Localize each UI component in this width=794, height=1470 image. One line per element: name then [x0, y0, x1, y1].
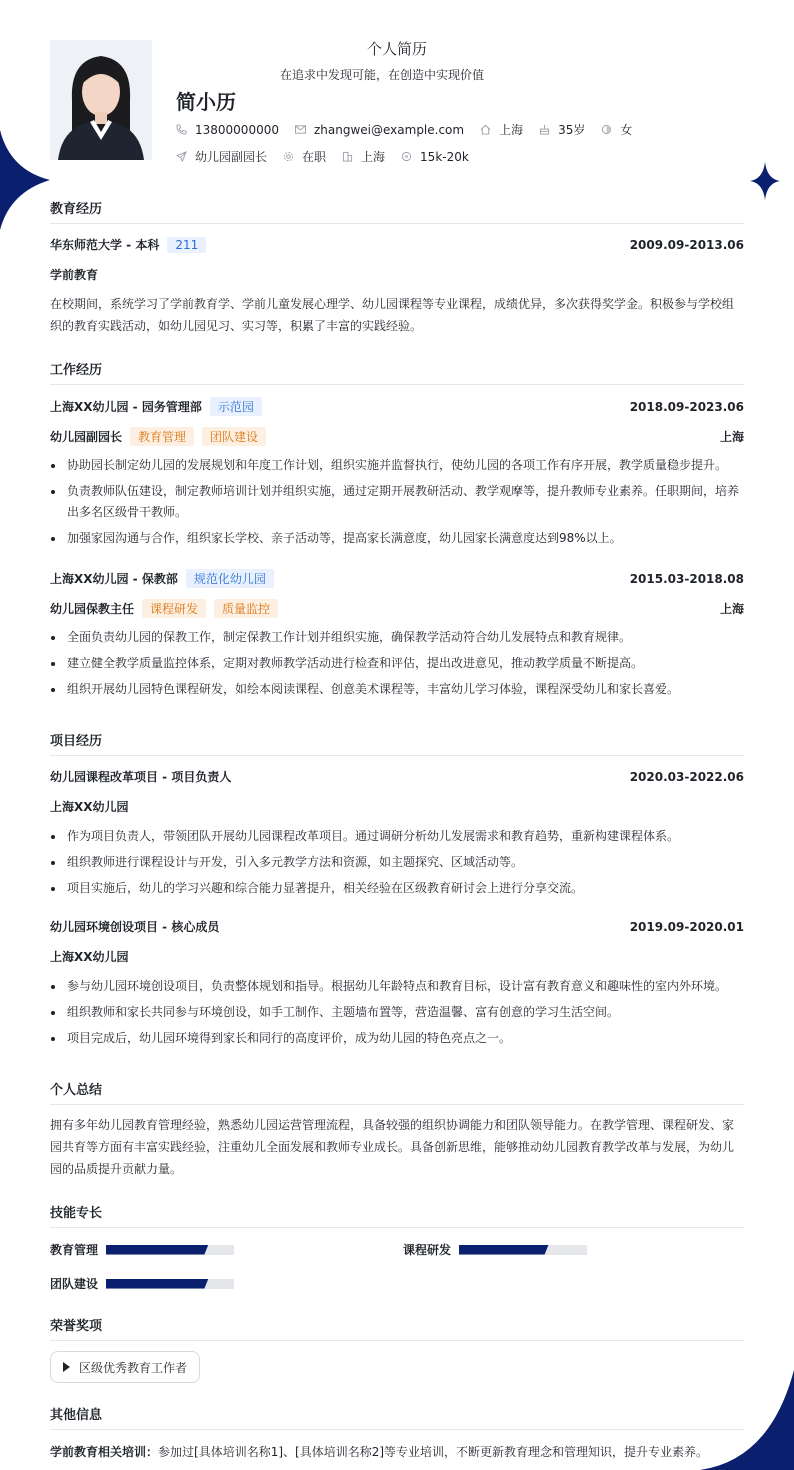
caret-right-icon: [63, 1362, 70, 1372]
phone-text: 13800000000: [195, 122, 279, 137]
location-text: 上海: [499, 123, 524, 137]
project-org-line-1: [50, 798, 744, 815]
role-tag: 质量监控: [214, 599, 278, 618]
list-item: 加强家园沟通与合作，组织家长学校、亲子活动等，提高家长满意度，幼儿园家长满意度达到98%以上。: [50, 528, 744, 549]
skill-level-fill: [106, 1279, 208, 1289]
award-text: 区级优秀教育工作者: [79, 1360, 188, 1375]
project-title: 幼儿园课程改革项目 - 项目负责人: [50, 770, 232, 784]
status-item: [283, 148, 326, 165]
skill-item: [50, 1241, 234, 1258]
section-title-work: 工作经历: [50, 359, 744, 385]
work-header-2: [50, 569, 744, 588]
project-org-line-2: [50, 948, 744, 965]
project-header-2: [50, 918, 744, 935]
building-icon: [342, 151, 353, 162]
email-item: [295, 123, 464, 137]
company-tag: 示范园: [210, 397, 262, 416]
list-item: 组织教师进行课程设计与开发，引入多元教学方法和资源，如主题探究、区域活动等。: [50, 852, 744, 873]
section-title-other: 其他信息: [50, 1404, 744, 1430]
role-line-2: [50, 599, 744, 618]
other-info-line: [50, 1443, 744, 1460]
skill-name: 教育管理: [50, 1243, 99, 1257]
project-period: 2020.03-2022.06: [629, 769, 744, 784]
list-item: 组织开展幼儿园特色课程研发，如绘本阅读课程、创意美术课程等，丰富幼儿学习体验，课程深受幼儿和家长喜爱。: [50, 679, 744, 700]
project-period: 2019.09-2020.01: [629, 919, 744, 934]
document-title: 个人简历: [366, 40, 427, 58]
major-line: [50, 266, 744, 283]
position-text: 幼儿园副园长: [195, 150, 268, 164]
work-city: 上海: [719, 602, 744, 616]
role-tag: 教育管理: [130, 427, 194, 446]
gender-text: 女: [620, 123, 633, 137]
list-item: 参与幼儿园环境创设项目，负责整体规划和指导。根据幼儿年龄特点和教育目标，设计富有教育意义和趣味性的室内外环境。: [50, 976, 744, 997]
section-title-education: 教育经历: [50, 198, 744, 224]
work-period: 2015.03-2018.08: [629, 571, 744, 586]
cake-icon: [539, 124, 550, 135]
work-bullets-1: [50, 455, 744, 554]
coin-icon: [401, 151, 412, 162]
skill-level-fill: [459, 1245, 549, 1255]
role-tag: 课程研发: [142, 599, 206, 618]
project-org: 上海XX幼儿园: [50, 950, 129, 964]
list-item: 负责教师队伍建设，制定教师培训计划并组织实施，通过定期开展教研活动、教学观摩等，提升教师专业素养。任职期间，培养出多名区级骨干教师。: [50, 481, 744, 523]
school-tag: 211: [167, 237, 206, 253]
project-header-1: [50, 768, 744, 785]
skill-name: 课程研发: [403, 1243, 452, 1257]
role-line-1: [50, 427, 744, 446]
mail-icon: [295, 124, 306, 135]
section-title-projects: 项目经历: [50, 730, 744, 756]
work-period: 2018.09-2023.06: [629, 399, 744, 414]
city-item: [342, 148, 385, 165]
status-text: 在职: [302, 150, 327, 164]
age-item: [539, 121, 585, 138]
email-text: zhangwei@example.com: [313, 122, 465, 137]
skill-bar: [459, 1245, 587, 1255]
work-bullets-2: [50, 627, 744, 705]
location-item: [480, 121, 523, 138]
send-icon: [176, 151, 187, 162]
age-text: 35岁: [558, 123, 586, 137]
contact-row: [176, 121, 648, 138]
list-item: 项目完成后，幼儿园环境得到家长和同行的高度评价，成为幼儿园的特色亮点之一。: [50, 1028, 744, 1049]
other-text: 参加过[具体培训名称1]、[具体培训名称2]等专业培训，不断更新教育理念和管理知识，提升专业素养。: [158, 1445, 709, 1459]
list-item: 组织教师和家长共同参与环境创设，如手工制作、主题墙布置等，营造温馨、富有创意的学习生活空间。: [50, 1002, 744, 1023]
motto: 在追求中发现可能，在创造中实现价值: [279, 68, 484, 82]
project-org: 上海XX幼儿园: [50, 800, 129, 814]
skill-bar: [106, 1245, 234, 1255]
school-name: 华东师范大学 - 本科: [50, 238, 160, 252]
skill-bar: [106, 1279, 234, 1289]
company-tag: 规范化幼儿园: [186, 569, 274, 588]
home-icon: [480, 124, 491, 135]
section-title-summary: 个人总结: [50, 1079, 744, 1105]
company-name: 上海XX幼儿园 - 保教部: [50, 572, 178, 586]
role-title: 幼儿园保教主任: [50, 602, 135, 616]
salary-item: [401, 150, 469, 164]
section-title-skills: 技能专长: [50, 1202, 744, 1228]
education-header: [50, 236, 744, 253]
list-item: 作为项目负责人，带领团队开展幼儿园课程改革项目。通过调研分析幼儿发展需求和教育趋势，重新构建课程体系。: [50, 826, 744, 847]
city-text: 上海: [361, 150, 386, 164]
skill-item: [403, 1241, 587, 1258]
work-city: 上海: [719, 430, 744, 444]
gear-icon: [283, 151, 294, 162]
project-title: 幼儿园环境创设项目 - 核心成员: [50, 920, 220, 934]
skill-level-fill: [106, 1245, 208, 1255]
salary-text: 15k-20k: [420, 149, 469, 164]
education-period: 2009.09-2013.06: [629, 237, 744, 252]
list-item: 项目实施后，幼儿的学习兴趣和综合能力显著提升，相关经验在区级教育研讨会上进行分享交流。: [50, 878, 744, 899]
role-title: 幼儿园副园长: [50, 430, 123, 444]
project-bullets-2: [50, 976, 744, 1054]
project-bullets-1: [50, 826, 744, 904]
job-intent-row: [176, 148, 485, 165]
education-description: 在校期间，系统学习了学前教育学、学前儿童发展心理学、幼儿园课程等专业课程，成绩优异，多次获得奖学金。积极参与学校组织的教育实践活动，如幼儿园见习、实习等，积累了丰富的实践经验。: [50, 297, 735, 333]
list-item: 建立健全教学质量监控体系，定期对教师教学活动进行检查和评估，提出改进意见，推动教学质量不断提高。: [50, 653, 744, 674]
role-tag: 团队建设: [202, 427, 266, 446]
gender-icon: [601, 124, 612, 135]
candidate-name: 简小历: [176, 90, 236, 114]
summary-text: 拥有多年幼儿园教育管理经验，熟悉幼儿园运营管理流程，具备较强的组织协调能力和团队领导能力。在教学管理、课程研发、家园共育等方面有丰富实践经验，注重幼儿全面发展和教师专业成长。具备创新思维，能够推动幼儿园教育教学改革与发展，为幼儿园的品质提升贡献力量。: [50, 1118, 735, 1176]
sparkle-icon: [750, 162, 780, 200]
phone-item: [176, 123, 279, 137]
position-item: [176, 148, 267, 165]
list-item: 全面负责幼儿园的保教工作，制定保教工作计划并组织实施，确保教学活动符合幼儿发展特点和教育规律。: [50, 627, 744, 648]
skill-item: [50, 1275, 234, 1292]
other-label: 学前教育相关培训：: [50, 1445, 159, 1459]
company-name: 上海XX幼儿园 - 园务管理部: [50, 400, 202, 414]
gender-item: [601, 121, 632, 138]
award-item[interactable]: [50, 1351, 200, 1383]
phone-icon: [176, 124, 187, 135]
section-title-honors: 荣誉奖项: [50, 1315, 744, 1341]
skill-name: 团队建设: [50, 1277, 99, 1291]
major: 学前教育: [50, 268, 99, 282]
work-header-1: [50, 397, 744, 416]
list-item: 协助园长制定幼儿园的发展规划和年度工作计划，组织实施并监督执行，使幼儿园的各项工作有序开展，教学质量稳步提升。: [50, 455, 744, 476]
